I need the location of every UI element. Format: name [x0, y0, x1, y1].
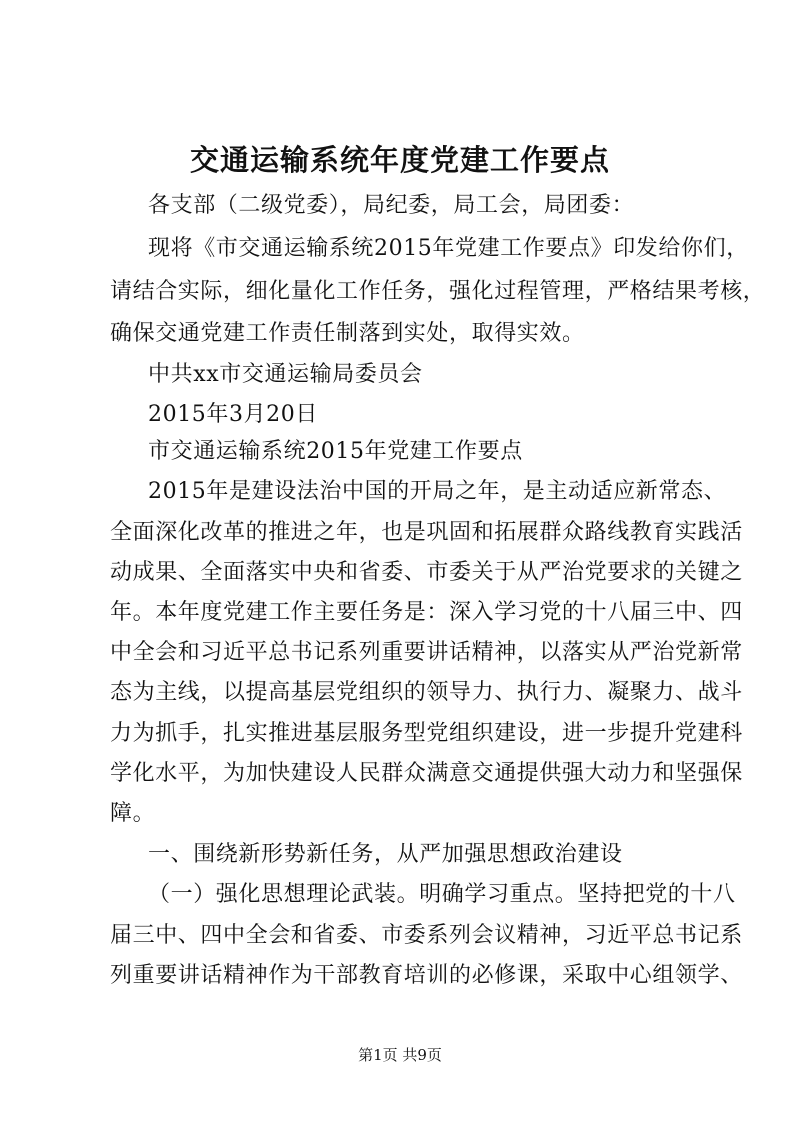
- body-line: 力为抓手，扎实推进基层服务型党组织建设，进一步提升党建科: [110, 721, 743, 746]
- body-line: 届三中、四中全会和省委、市委系列会议精神，习近平总书记系: [110, 923, 743, 948]
- date-line: 2015年3月20日: [148, 402, 318, 427]
- body-line: 障。: [110, 801, 156, 826]
- body-line: 2015年是建设法治中国的开局之年，是主动适应新常态、: [148, 479, 727, 504]
- body-line: 学化水平，为加快建设人民群众满意交通提供强大动力和坚强保: [110, 761, 743, 786]
- body-line: 请结合实际，细化量化工作任务，强化过程管理，严格结果考核，: [110, 279, 766, 304]
- body-line: 年。本年度党建工作主要任务是：深入学习党的十八届三中、四: [110, 600, 743, 625]
- body-line: 现将《市交通运输系统2015年党建工作要点》印发给你们，: [148, 236, 749, 261]
- issuer-line: 中共xx市交通运输局委员会: [148, 362, 423, 387]
- section-heading: 一、围绕新形势新任务，从严加强思想政治建设: [148, 842, 623, 867]
- body-line: 全面深化改革的推进之年，也是巩固和拓展群众路线教育实践活: [110, 520, 743, 545]
- document-title: 交通运输系统年度党建工作要点: [189, 143, 610, 177]
- page-footer: 第1页 共9页: [358, 1046, 442, 1064]
- body-line: 动成果、全面落实中央和省委、市委关于从严治党要求的关键之: [110, 560, 743, 585]
- addressee-line: 各支部（二级党委），局纪委，局工会，局团委：: [148, 193, 635, 218]
- body-line: 列重要讲话精神作为干部教育培训的必修课，采取中心组领学、: [110, 963, 743, 988]
- body-line: （一）强化思想理论武装。明确学习重点。坚持把党的十八: [148, 882, 736, 907]
- body-line: 中全会和习近平总书记系列重要讲话精神，以落实从严治党新常: [110, 640, 743, 665]
- subtitle-line: 市交通运输系统2015年党建工作要点: [148, 439, 523, 464]
- body-line: 态为主线，以提高基层党组织的领导力、执行力、凝聚力、战斗: [110, 680, 743, 705]
- body-line: 确保交通党建工作责任制落到实处，取得实效。: [110, 321, 585, 346]
